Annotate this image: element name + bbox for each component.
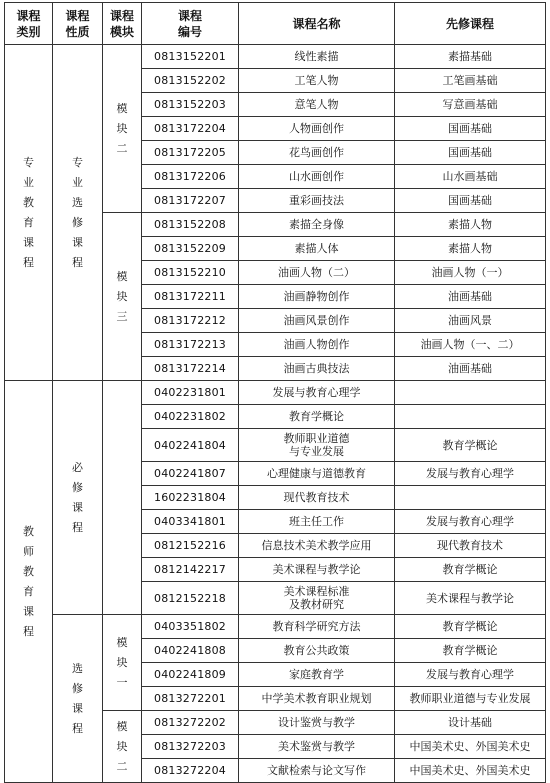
course-name: 油画人物创作 [239,333,395,357]
category-teacher: 教师教育课程 [5,381,53,783]
course-prereq: 中国美术史、外国美术史 [395,759,546,783]
course-prereq [395,381,546,405]
course-code: 0403341801 [142,510,239,534]
course-code: 0813152203 [142,93,239,117]
module-empty [103,381,142,615]
course-name: 油画古典技法 [239,357,395,381]
course-name: 美术课程标准 及教材研究 [239,582,395,615]
course-name: 发展与教育心理学 [239,381,395,405]
course-prereq: 教育学概论 [395,639,546,663]
course-name: 教育公共政策 [239,639,395,663]
course-name: 重彩画技法 [239,189,395,213]
course-name: 中学美术教育职业规划 [239,687,395,711]
course-code: 0813272202 [142,711,239,735]
course-name: 意笔人物 [239,93,395,117]
course-name: 油画风景创作 [239,309,395,333]
course-prereq: 国画基础 [395,141,546,165]
course-code: 0813152208 [142,213,239,237]
course-prereq: 中国美术史、外国美术史 [395,735,546,759]
course-code: 0402241809 [142,663,239,687]
course-code: 0813172206 [142,165,239,189]
course-name: 美术课程与教学论 [239,558,395,582]
course-name: 教育学概论 [239,405,395,429]
course-table [4,2,546,783]
course-name: 心理健康与道德教育 [239,462,395,486]
course-prereq: 油画基础 [395,285,546,309]
course-name: 教师职业道德 与专业发展 [239,429,395,462]
course-code: 0813172211 [142,285,239,309]
course-code: 0813152201 [142,45,239,69]
module-two-a: 模块二 [103,45,142,213]
course-prereq: 油画基础 [395,357,546,381]
course-prereq: 油画风景 [395,309,546,333]
course-code: 0812142217 [142,558,239,582]
course-prereq: 山水画基础 [395,165,546,189]
course-prereq: 国画基础 [395,189,546,213]
course-code: 0813172207 [142,189,239,213]
module-one: 模块一 [103,615,142,711]
course-name: 素描人体 [239,237,395,261]
course-name: 设计鉴赏与教学 [239,711,395,735]
course-code: 0813152202 [142,69,239,93]
course-prereq: 油画人物（一、二） [395,333,546,357]
nature-elective: 选修课程 [53,615,103,783]
course-prereq: 现代教育技术 [395,534,546,558]
course-code: 0813152210 [142,261,239,285]
course-name: 班主任工作 [239,510,395,534]
course-prereq: 素描人物 [395,213,546,237]
course-prereq: 油画人物（一） [395,261,546,285]
course-code: 0812152216 [142,534,239,558]
course-name: 线性素描 [239,45,395,69]
course-code: 0402241804 [142,429,239,462]
course-name: 油画人物（二） [239,261,395,285]
course-name: 油画静物创作 [239,285,395,309]
course-code: 0813272203 [142,735,239,759]
module-three: 模块三 [103,213,142,381]
course-code: 0813172212 [142,309,239,333]
course-code: 0813272204 [142,759,239,783]
table-row [5,615,546,639]
course-code: 0813172214 [142,357,239,381]
header-code: 课程 编号 [142,3,239,45]
course-prereq [395,486,546,510]
header-name: 课程名称 [239,3,395,45]
course-prereq: 国画基础 [395,117,546,141]
course-name: 信息技术美术教学应用 [239,534,395,558]
course-prereq: 素描基础 [395,45,546,69]
course-prereq: 发展与教育心理学 [395,510,546,534]
course-code: 0402241808 [142,639,239,663]
course-name: 现代教育技术 [239,486,395,510]
nature-required: 必修课程 [53,381,103,615]
header-nature: 课程 性质 [53,3,103,45]
course-code: 0403351802 [142,615,239,639]
course-name: 人物画创作 [239,117,395,141]
course-prereq: 设计基础 [395,711,546,735]
nature-prof-elective: 专业选修课程 [53,45,103,381]
table-row [5,45,546,69]
course-name: 文献检索与论文写作 [239,759,395,783]
header-prereq: 先修课程 [395,3,546,45]
course-table-sheet [4,2,545,775]
course-prereq: 教育学概论 [395,615,546,639]
course-code: 0813172205 [142,141,239,165]
header-row [5,3,546,45]
course-prereq [395,405,546,429]
course-prereq: 素描人物 [395,237,546,261]
course-name: 工笔人物 [239,69,395,93]
course-code: 0813272201 [142,687,239,711]
course-prereq: 写意画基础 [395,93,546,117]
course-name: 素描全身像 [239,213,395,237]
header-module: 课程 模块 [103,3,142,45]
course-code: 0402241807 [142,462,239,486]
table-row [5,381,546,405]
course-prereq: 教育学概论 [395,558,546,582]
course-code: 0813152209 [142,237,239,261]
course-prereq: 发展与教育心理学 [395,663,546,687]
course-name: 花鸟画创作 [239,141,395,165]
header-category: 课程 类别 [5,3,53,45]
course-code: 0402231802 [142,405,239,429]
course-prereq: 工笔画基础 [395,69,546,93]
course-prereq: 教育学概论 [395,429,546,462]
course-code: 0813172204 [142,117,239,141]
course-prereq: 发展与教育心理学 [395,462,546,486]
course-code: 0813172213 [142,333,239,357]
module-two-b: 模块二 [103,711,142,783]
category-professional: 专业教育课程 [5,45,53,381]
course-code: 1602231804 [142,486,239,510]
course-name: 美术鉴赏与教学 [239,735,395,759]
course-code: 0402231801 [142,381,239,405]
course-code: 0812152218 [142,582,239,615]
course-name: 家庭教育学 [239,663,395,687]
course-prereq: 教师职业道德与专业发展 [395,687,546,711]
course-name: 山水画创作 [239,165,395,189]
course-prereq: 美术课程与教学论 [395,582,546,615]
course-name: 教育科学研究方法 [239,615,395,639]
